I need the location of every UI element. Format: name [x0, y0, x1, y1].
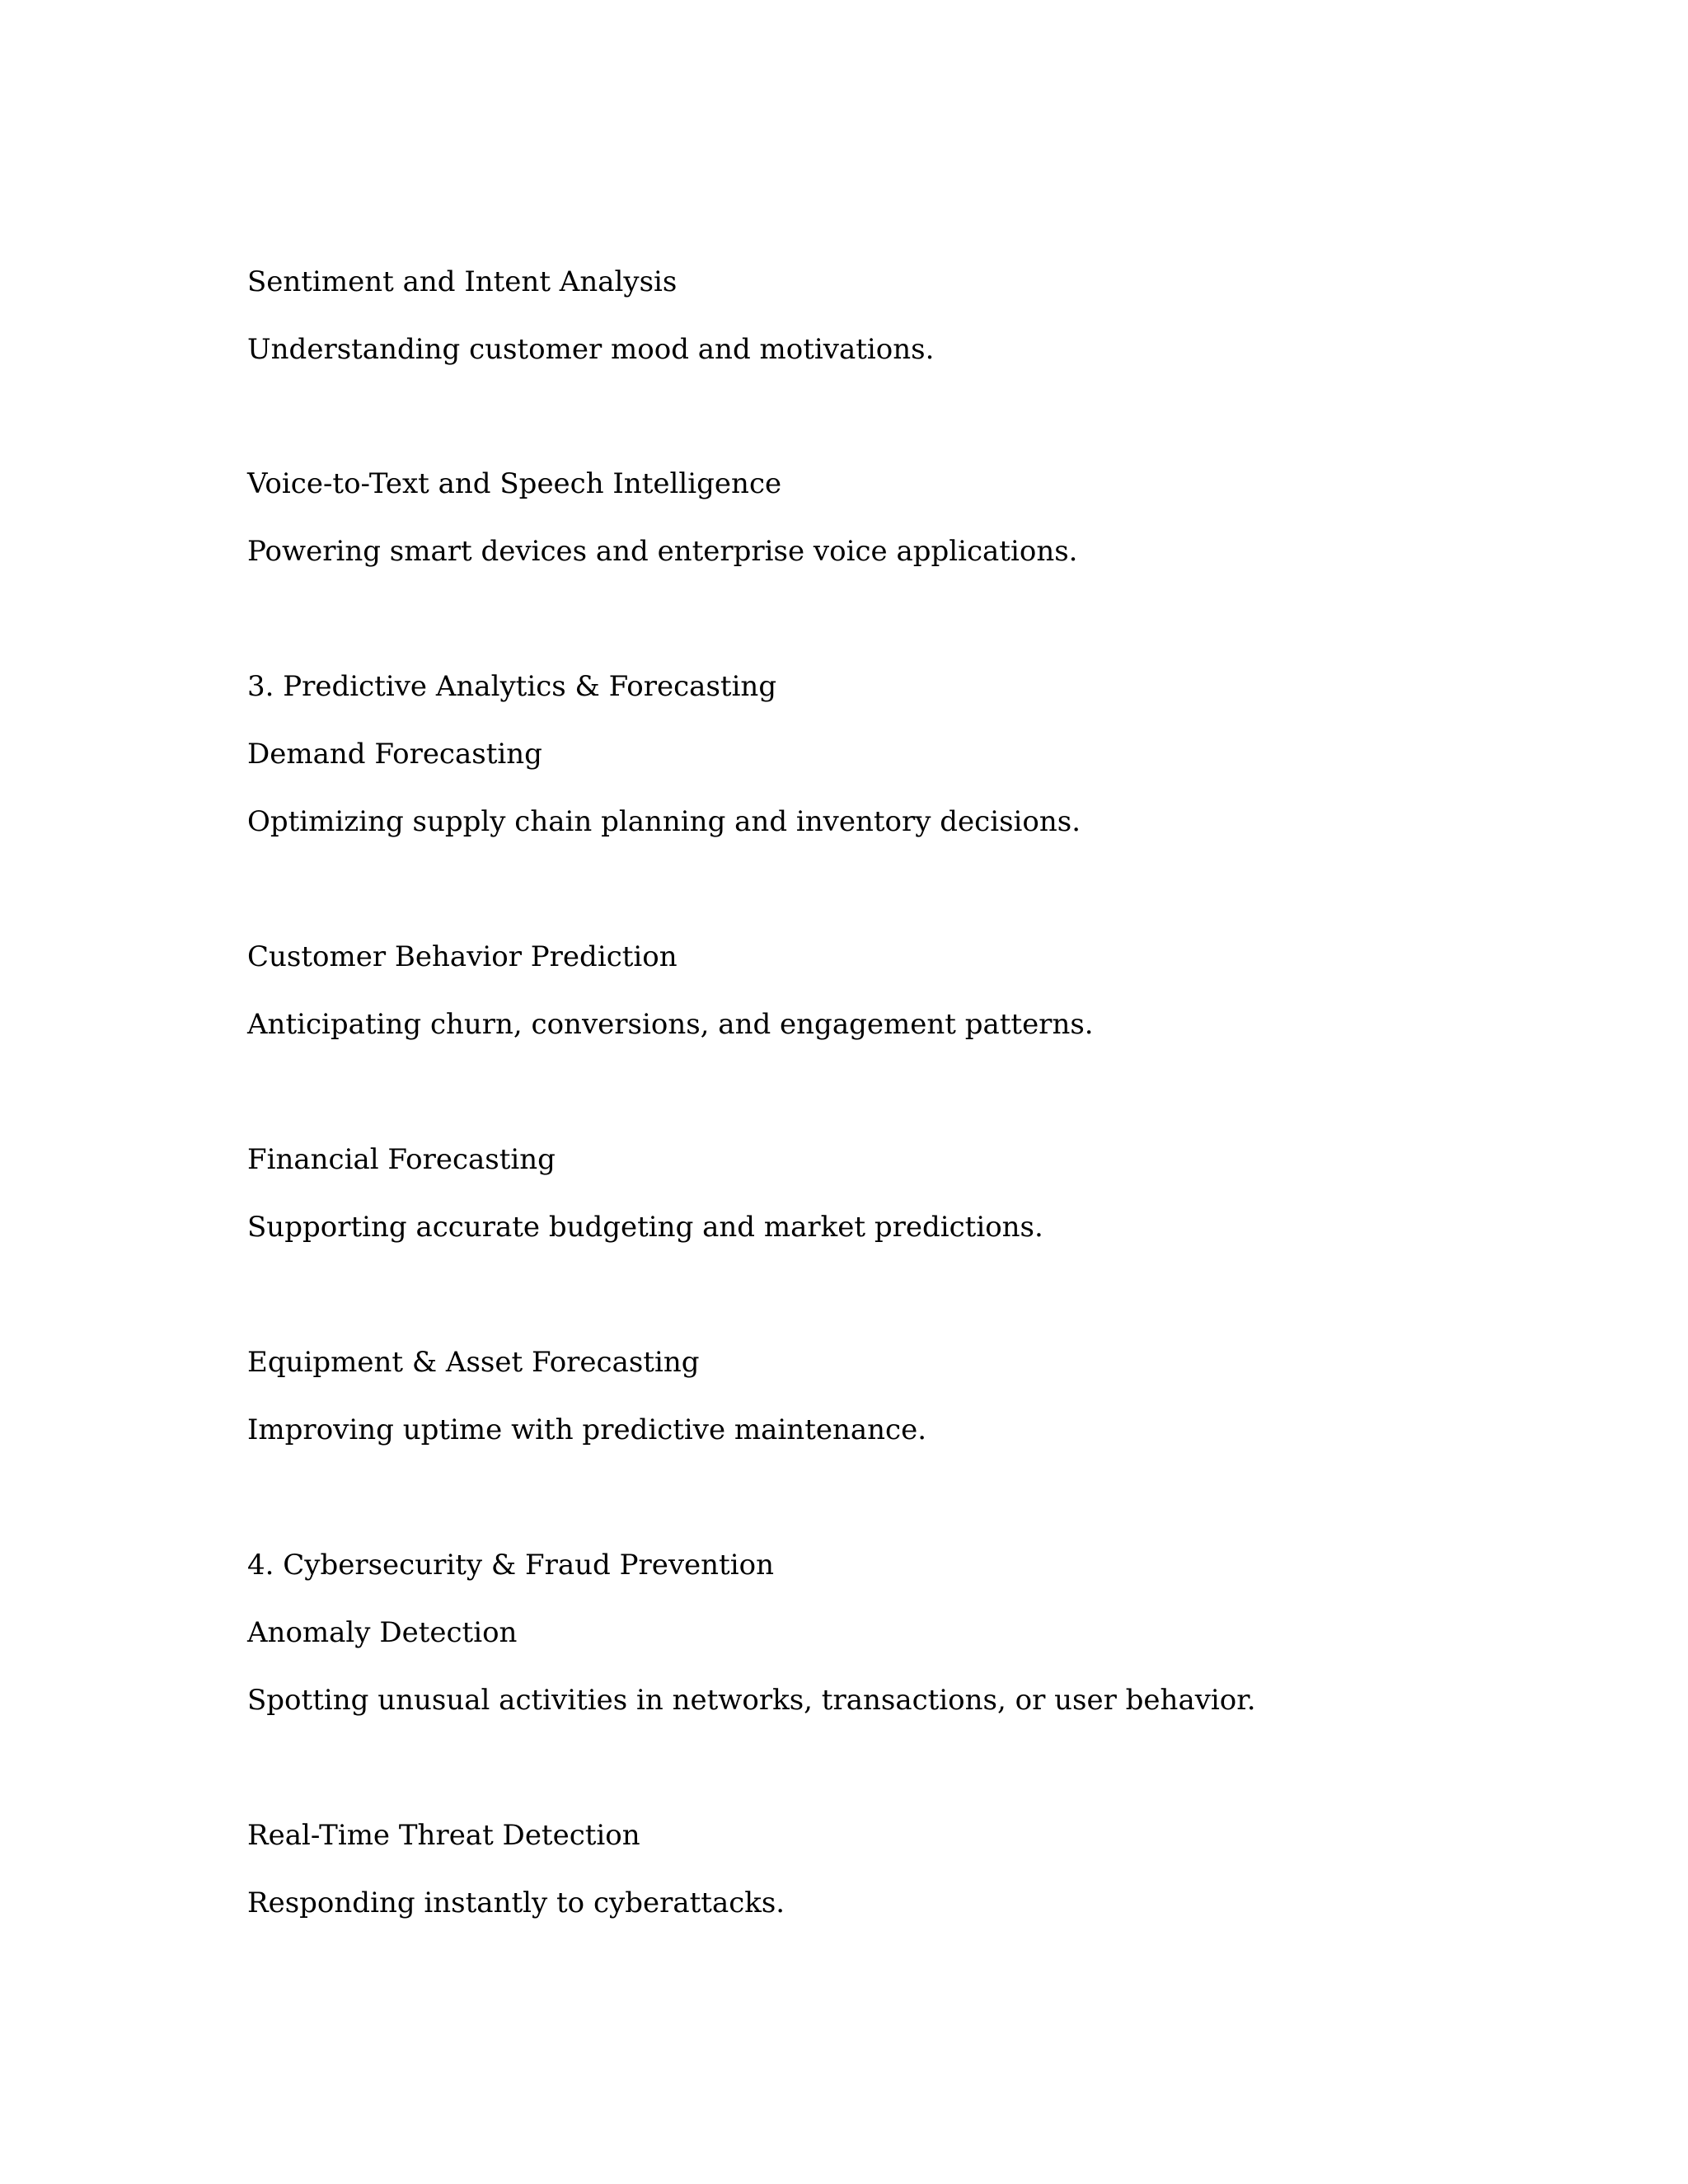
description-equipment-asset-forecasting: Improving uptime with predictive maintenance.: [247, 1413, 927, 1446]
subheading-voice-to-text: Voice-to-Text and Speech Intelligence: [247, 467, 782, 500]
subheading-demand-forecasting: Demand Forecasting: [247, 738, 542, 771]
description-real-time-threat-detection: Responding instantly to cyberattacks.: [247, 1886, 785, 1919]
subheading-real-time-threat-detection: Real-Time Threat Detection: [247, 1819, 640, 1852]
subheading-customer-behavior-prediction: Customer Behavior Prediction: [247, 940, 678, 973]
section-heading-cybersecurity-fraud: 4. Cybersecurity & Fraud Prevention: [247, 1549, 774, 1582]
description-anomaly-detection: Spotting unusual activities in networks, transactions, or user behavior.: [247, 1684, 1256, 1717]
description-sentiment-intent-analysis: Understanding customer mood and motivations.: [247, 333, 935, 366]
description-customer-behavior-prediction: Anticipating churn, conversions, and engagement patterns.: [247, 1008, 1094, 1041]
description-demand-forecasting: Optimizing supply chain planning and inventory decisions.: [247, 805, 1081, 838]
section-heading-predictive-analytics: 3. Predictive Analytics & Forecasting: [247, 670, 777, 703]
subheading-sentiment-intent-analysis: Sentiment and Intent Analysis: [247, 265, 678, 298]
subheading-financial-forecasting: Financial Forecasting: [247, 1143, 556, 1176]
subheading-equipment-asset-forecasting: Equipment & Asset Forecasting: [247, 1346, 700, 1379]
description-financial-forecasting: Supporting accurate budgeting and market predictions.: [247, 1211, 1043, 1244]
subheading-anomaly-detection: Anomaly Detection: [247, 1616, 518, 1649]
description-voice-to-text: Powering smart devices and enterprise voice applications.: [247, 535, 1078, 568]
